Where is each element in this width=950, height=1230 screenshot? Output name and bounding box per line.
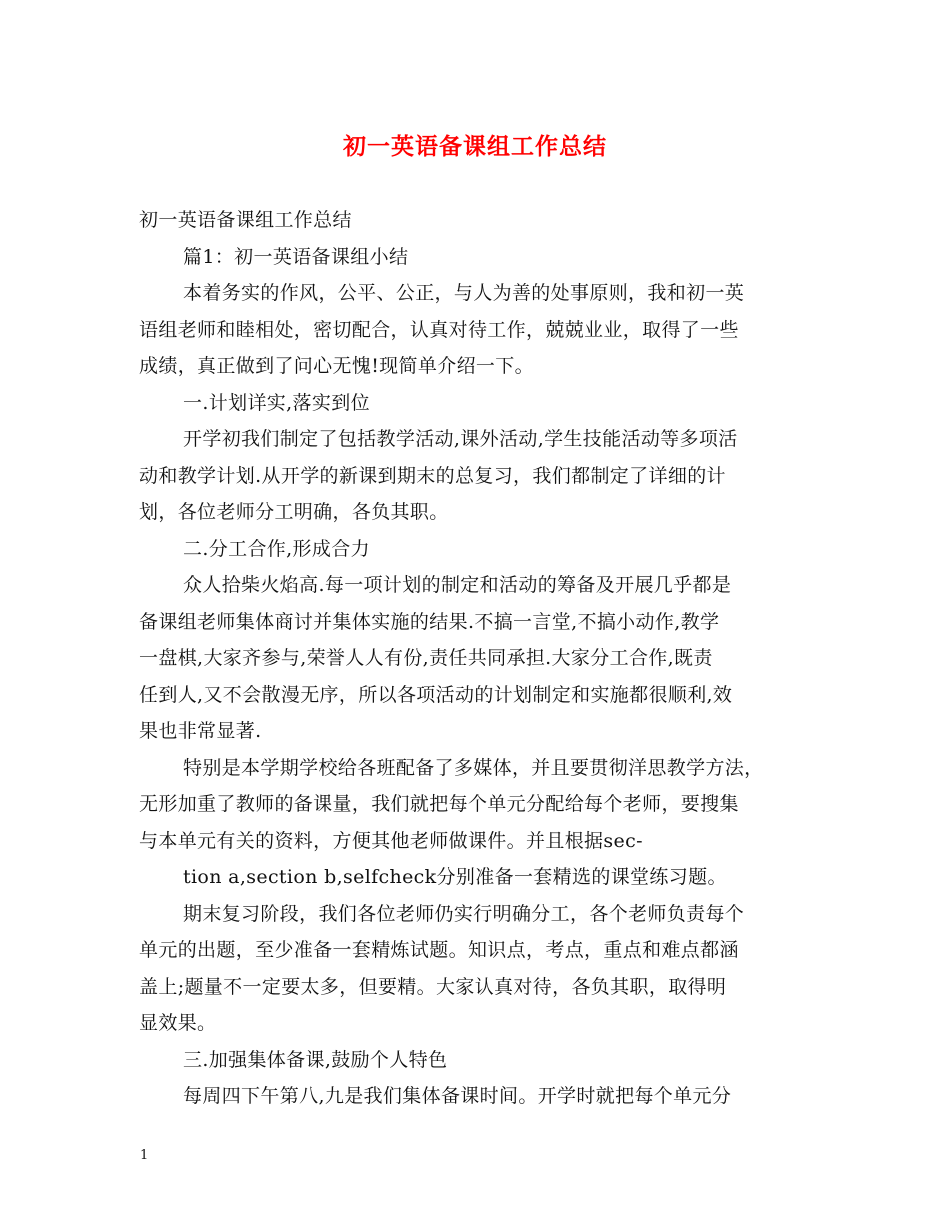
text-line: 动和教学计划.从开学的新课到期末的总复习，我们都制定了详细的计: [139, 464, 726, 487]
text-line: 一盘棋,大家齐参与,荣誉人人有份,责任共同承担.大家分工合作,既责: [139, 647, 713, 669]
text-line: 无形加重了教师的备课量，我们就把每个单元分配给每个老师，要搜集: [139, 793, 739, 815]
text-line: 三.加强集体备课,鼓励个人特色: [183, 1048, 448, 1071]
text-line: 成绩，真正做到了问心无愧!现简单介绍一下。: [139, 355, 534, 377]
text-line: 单元的出题，至少准备一套精炼试题。知识点，考点，重点和难点都涵: [139, 939, 739, 961]
text-line: 本着务实的作风，公平、公正，与人为善的处事原则，我和初一英: [183, 282, 745, 304]
text-line: 众人拾柴火焰高.每一项计划的制定和活动的筹备及开展几乎都是: [183, 574, 732, 596]
text-line: 开学初我们制定了包括教学活动,课外活动,学生技能活动等多项活: [183, 428, 738, 450]
text-line: 语组老师和睦相处，密切配合，认真对待工作，兢兢业业，取得了一些: [139, 318, 739, 341]
text-line: 特别是本学期学校给各班配备了多媒体，并且要贯彻洋思教学方法，: [183, 756, 764, 779]
text-line: 显效果。: [139, 1012, 217, 1034]
text-line: tion a,section b,selfcheck分别准备一套精选的课堂练习题。: [183, 866, 727, 888]
document-body: [139, 202, 811, 1115]
text-line: 果也非常显著.: [139, 720, 262, 742]
document-title: 初一英语备课组工作总结: [343, 134, 607, 160]
page-number: 1: [140, 1148, 149, 1163]
text-line: 备课组老师集体商讨并集体实施的结果.不搞一言堂,不搞小动作,教学: [139, 610, 720, 633]
text-line: 期末复习阶段，我们各位老师仍实行明确分工，各个老师负责每个: [183, 902, 745, 925]
text-line: 每周四下午第八,九是我们集体备课时间。开学时就把每个单元分: [183, 1085, 732, 1107]
text-line: 任到人,又不会散漫无序，所以各项活动的计划制定和实施都很顺利,效: [139, 683, 733, 706]
text-line: 初一英语备课组工作总结: [139, 209, 352, 231]
text-line: 篇1：初一英语备课组小结: [183, 245, 409, 268]
text-line: 盖上;题量不一定要太多，但要精。大家认真对待，各负其职，取得明: [139, 975, 727, 998]
text-line: 一.计划详实,落实到位: [183, 391, 370, 414]
text-line: 划，各位老师分工明确，各负其职。: [139, 501, 449, 523]
text-line: 二.分工合作,形成合力: [183, 537, 370, 560]
text-line: 与本单元有关的资料，方便其他老师做课件。并且根据sec-: [139, 829, 643, 852]
